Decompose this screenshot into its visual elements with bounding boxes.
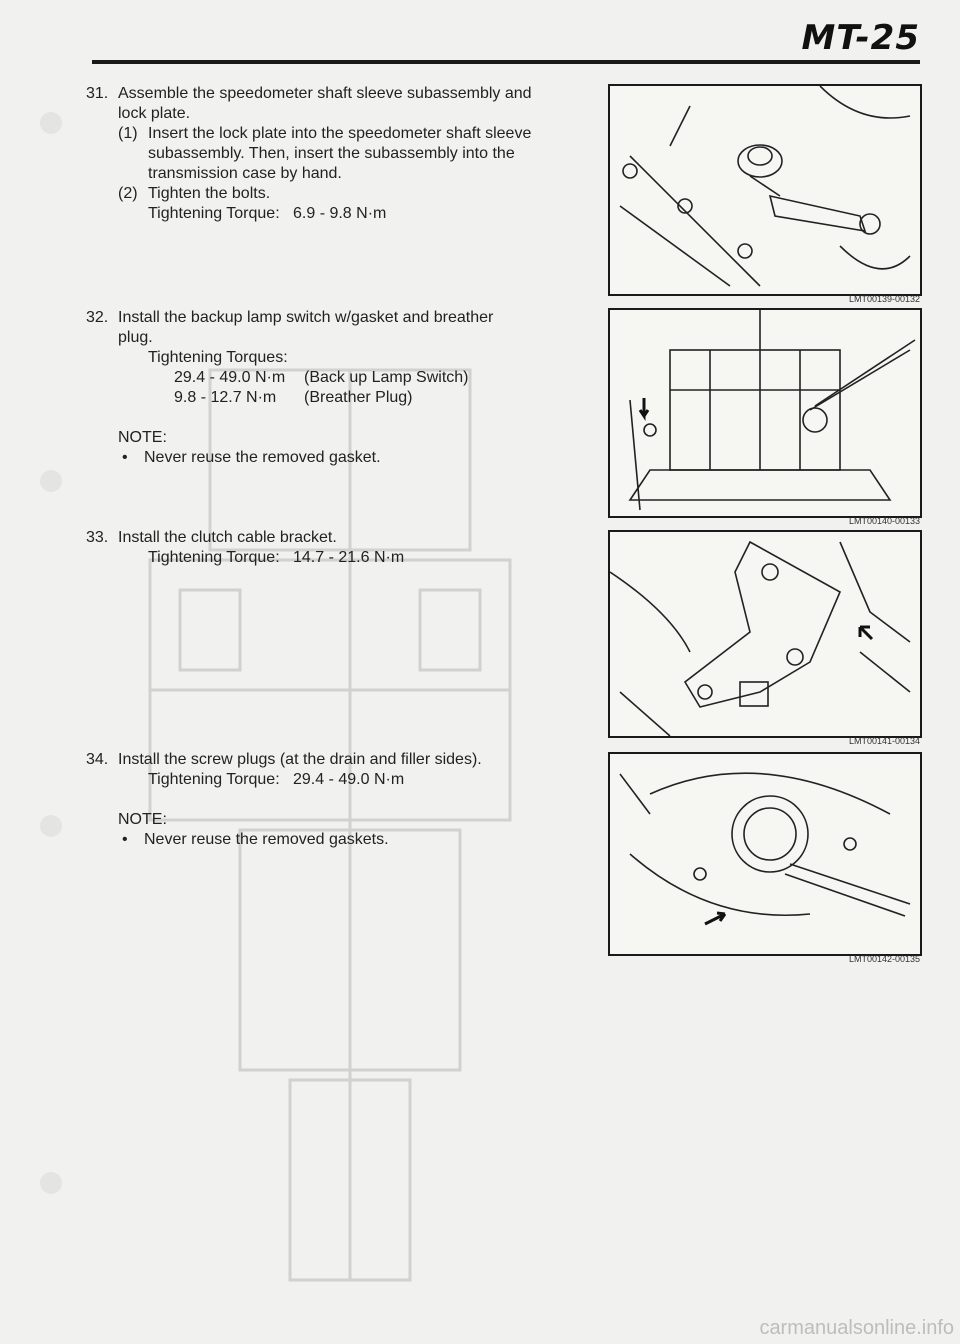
torque-item: (Breather Plug) xyxy=(304,389,413,406)
figure-code: LMT00140-00133 xyxy=(848,516,920,526)
figure-speedometer-sleeve xyxy=(608,84,922,296)
step-number: 31. xyxy=(86,85,109,102)
torque-value: 14.7 - 21.6 N·m xyxy=(293,549,405,566)
note-item xyxy=(118,830,586,850)
step-number: 34. xyxy=(86,751,109,768)
step-title: Install the clutch cable bracket. xyxy=(118,529,337,546)
page-number: MT-25 xyxy=(801,18,920,58)
header-rule xyxy=(92,60,920,64)
step-title: lock plate. xyxy=(118,105,191,122)
bullet-icon: • xyxy=(122,449,128,466)
torque-spec xyxy=(118,548,586,568)
torque-label: Tightening Torque: xyxy=(148,771,280,788)
note-text: Never reuse the removed gasket. xyxy=(144,449,381,466)
step-number: 32. xyxy=(86,309,109,326)
torque-value: 29.4 - 49.0 N·m xyxy=(293,771,405,788)
note-item xyxy=(118,448,586,468)
binder-hole xyxy=(40,112,62,134)
step-title: Install the backup lamp switch w/gasket and breather xyxy=(118,309,494,326)
torque-item: (Back up Lamp Switch) xyxy=(304,369,469,386)
binder-hole xyxy=(40,470,62,492)
step-31 xyxy=(86,84,586,224)
torque-value: 29.4 - 49.0 N·m xyxy=(174,369,286,386)
bullet-icon: • xyxy=(122,831,128,848)
step-32 xyxy=(86,308,586,468)
step-34 xyxy=(86,750,586,850)
substep-marker: (1) xyxy=(118,125,138,142)
figure-screw-plugs xyxy=(608,752,922,956)
speedometer-sleeve-illustration xyxy=(610,86,920,294)
substep-text: subassembly. Then, insert the subassembly into the xyxy=(148,145,515,162)
torque-label: Tightening Torque: xyxy=(148,549,280,566)
figure-code: LMT00139-00132 xyxy=(848,294,920,304)
step-33 xyxy=(86,528,586,568)
step-number: 33. xyxy=(86,529,109,546)
substep-text: Tighten the bolts. xyxy=(148,185,271,202)
screw-plugs-illustration xyxy=(610,754,920,954)
substep-1 xyxy=(118,124,586,144)
backup-lamp-switch-illustration xyxy=(610,310,920,516)
binder-hole xyxy=(40,1172,62,1194)
torque-spec xyxy=(118,770,586,790)
torque-spec xyxy=(118,204,586,224)
torque-spec xyxy=(118,368,586,388)
torque-spec xyxy=(118,388,586,408)
step-title: plug. xyxy=(118,329,153,346)
figure-clutch-cable-bracket xyxy=(608,530,922,738)
clutch-cable-bracket-illustration xyxy=(610,532,920,736)
figure-code: LMT00142-00135 xyxy=(848,954,920,964)
step-title: Install the screw plugs (at the drain and filler sides). xyxy=(118,751,482,768)
substep-marker: (2) xyxy=(118,185,138,202)
substep-2 xyxy=(118,184,586,204)
substep-text: transmission case by hand. xyxy=(148,165,342,182)
note-label: NOTE: xyxy=(118,811,167,828)
torque-label: Tightening Torque: xyxy=(148,205,280,222)
torque-value: 9.8 - 12.7 N·m xyxy=(174,389,277,406)
note-text: Never reuse the removed gaskets. xyxy=(144,831,389,848)
figure-backup-lamp-switch xyxy=(608,308,922,518)
torque-value: 6.9 - 9.8 N·m xyxy=(293,205,387,222)
torque-label: Tightening Torques: xyxy=(148,349,288,366)
note-label: NOTE: xyxy=(118,429,167,446)
step-title: Assemble the speedometer shaft sleeve subassembly and xyxy=(118,85,532,102)
binder-hole xyxy=(40,815,62,837)
substep-text: Insert the lock plate into the speedometer shaft sleeve xyxy=(148,125,532,142)
watermark: carmanualsonline.info xyxy=(759,1317,954,1339)
figure-code: LMT00141-00134 xyxy=(848,736,920,746)
